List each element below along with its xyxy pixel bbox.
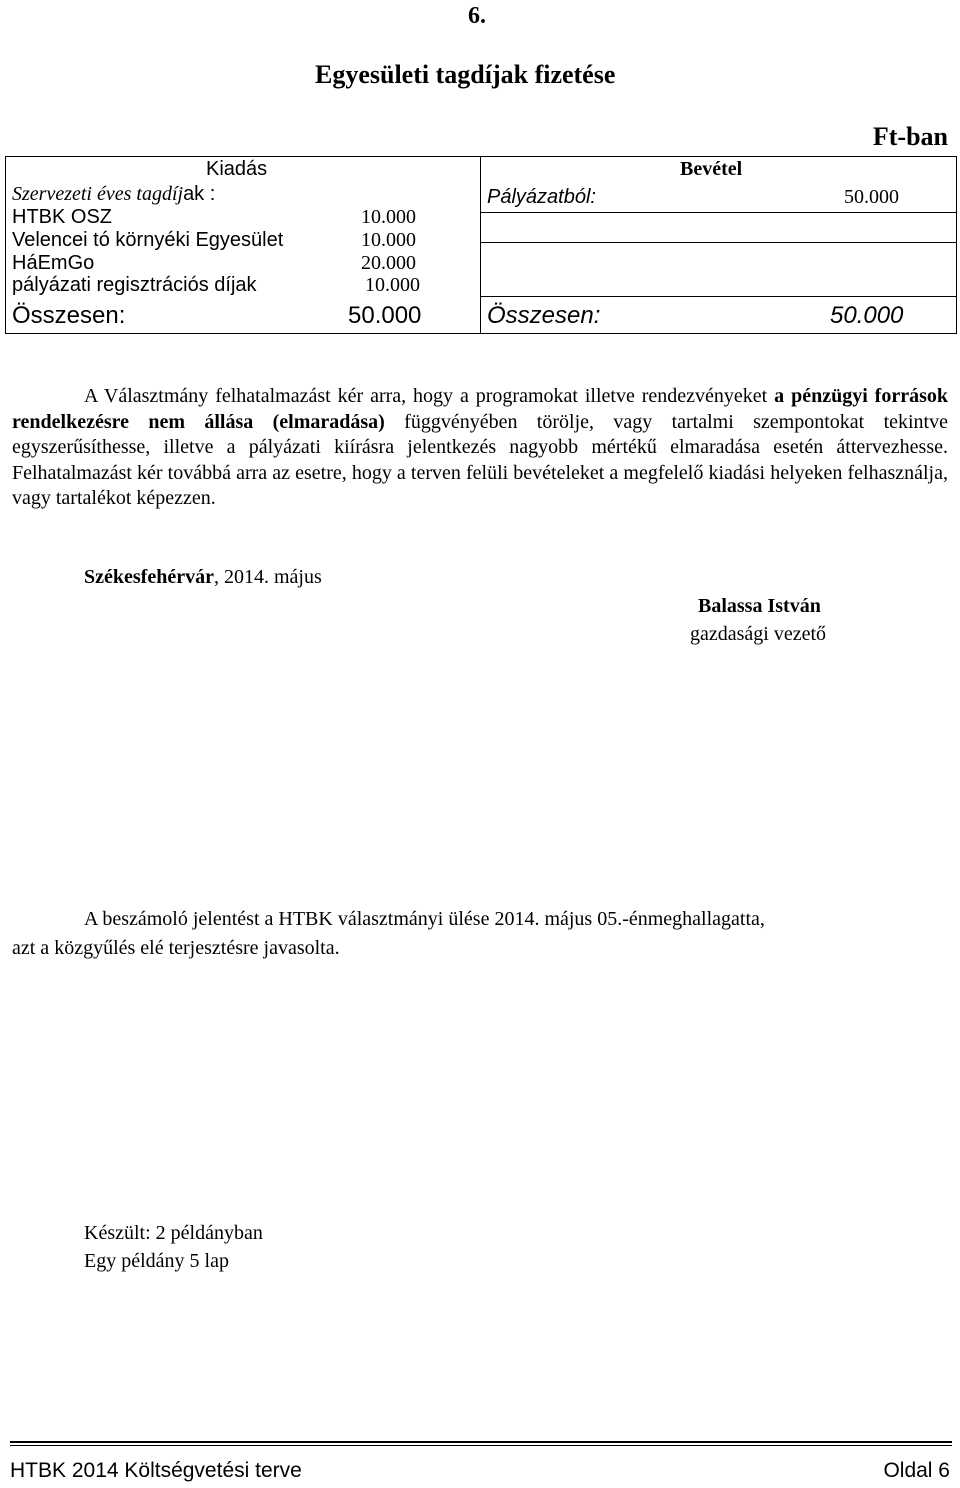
footer-left: HTBK 2014 Költségvetési terve (10, 1459, 302, 1482)
page-title: Egyesületi tagdíjak fizetése (315, 60, 616, 89)
authorization-paragraph (12, 384, 948, 512)
report-line: azt a közgyűlés elé terjesztésre javasolta. (12, 937, 340, 959)
income-item-amount: 50.000 (844, 186, 899, 208)
income-row-line (480, 242, 957, 243)
copies-line: Készült: 2 példányban (84, 1222, 263, 1244)
date: , 2014. május (213, 566, 322, 588)
table-right-border (956, 156, 957, 334)
paragraph-text: függvényében törölje, vagy tartalmi szempontokat tekintve egyszerűsíthesse, illetve a pályázati kiírásra jelentkezés nagyobb mértékű elmaradása esetén áttervezhesse. Felhatalmazást kér továbbá arra az esetre, hogy a terven felüli bevételeket a megfelelő kiadási helyeken felhasználja, vagy tartalékot képezzen. (12, 410, 948, 510)
income-row-line (480, 296, 957, 297)
income-row-line (480, 212, 957, 213)
expense-item-name: pályázati regisztrációs díjak (12, 274, 257, 296)
report-line: A beszámoló jelentést a HTBK választmányi ülése 2014. május 05.-énmeghallagatta, (84, 908, 765, 930)
expense-item-name: Velencei tó környéki Egyesület (12, 229, 284, 251)
place-date (84, 566, 322, 589)
expense-item-name: HáEmGo (12, 252, 95, 274)
expense-header: Kiadás (206, 158, 268, 180)
currency-note: Ft-ban (872, 122, 948, 151)
paragraph-bold-text: a pénzügyi források rendelkezésre nem állása (elmaradása) (12, 385, 949, 433)
page-number-heading: 6. (468, 3, 486, 29)
expense-item-amount: 10.000 (361, 206, 416, 228)
income-total-value: 50.000 (830, 302, 904, 329)
expense-total-value: 50.000 (348, 302, 422, 329)
signer-name: Balassa István (698, 595, 821, 617)
expense-item-amount: 20.000 (361, 252, 416, 274)
table-middle-border (480, 156, 481, 334)
expense-group-label-italic: Szervezeti éves tagdíj (12, 183, 184, 205)
table-bottom-border (5, 333, 957, 334)
income-header: Bevétel (680, 158, 743, 180)
paragraph-text: A Választmány felhatalmazást kér arra, hogy a programokat illetve rendezvényeket (84, 385, 775, 407)
expense-total-label: Összesen: (12, 302, 126, 329)
footer-right: Oldal 6 (883, 1459, 950, 1482)
table-left-border (5, 156, 6, 334)
expense-item-amount: 10.000 (365, 274, 420, 296)
place: Székesfehérvár (84, 566, 214, 588)
table-top-border (5, 156, 957, 157)
footer-rule (10, 1445, 952, 1446)
income-item-name: Pályázatból: (487, 186, 596, 208)
signer-role: gazdasági vezető (690, 623, 827, 645)
footer-rule (10, 1441, 952, 1443)
copies-line: Egy példány 5 lap (84, 1250, 229, 1272)
expense-group-label-rest: ak : (183, 183, 216, 205)
expense-group-label (12, 183, 215, 206)
income-total-label: Összesen: (487, 302, 601, 329)
expense-item-name: HTBK OSZ (12, 206, 113, 228)
expense-item-amount: 10.000 (361, 229, 416, 251)
